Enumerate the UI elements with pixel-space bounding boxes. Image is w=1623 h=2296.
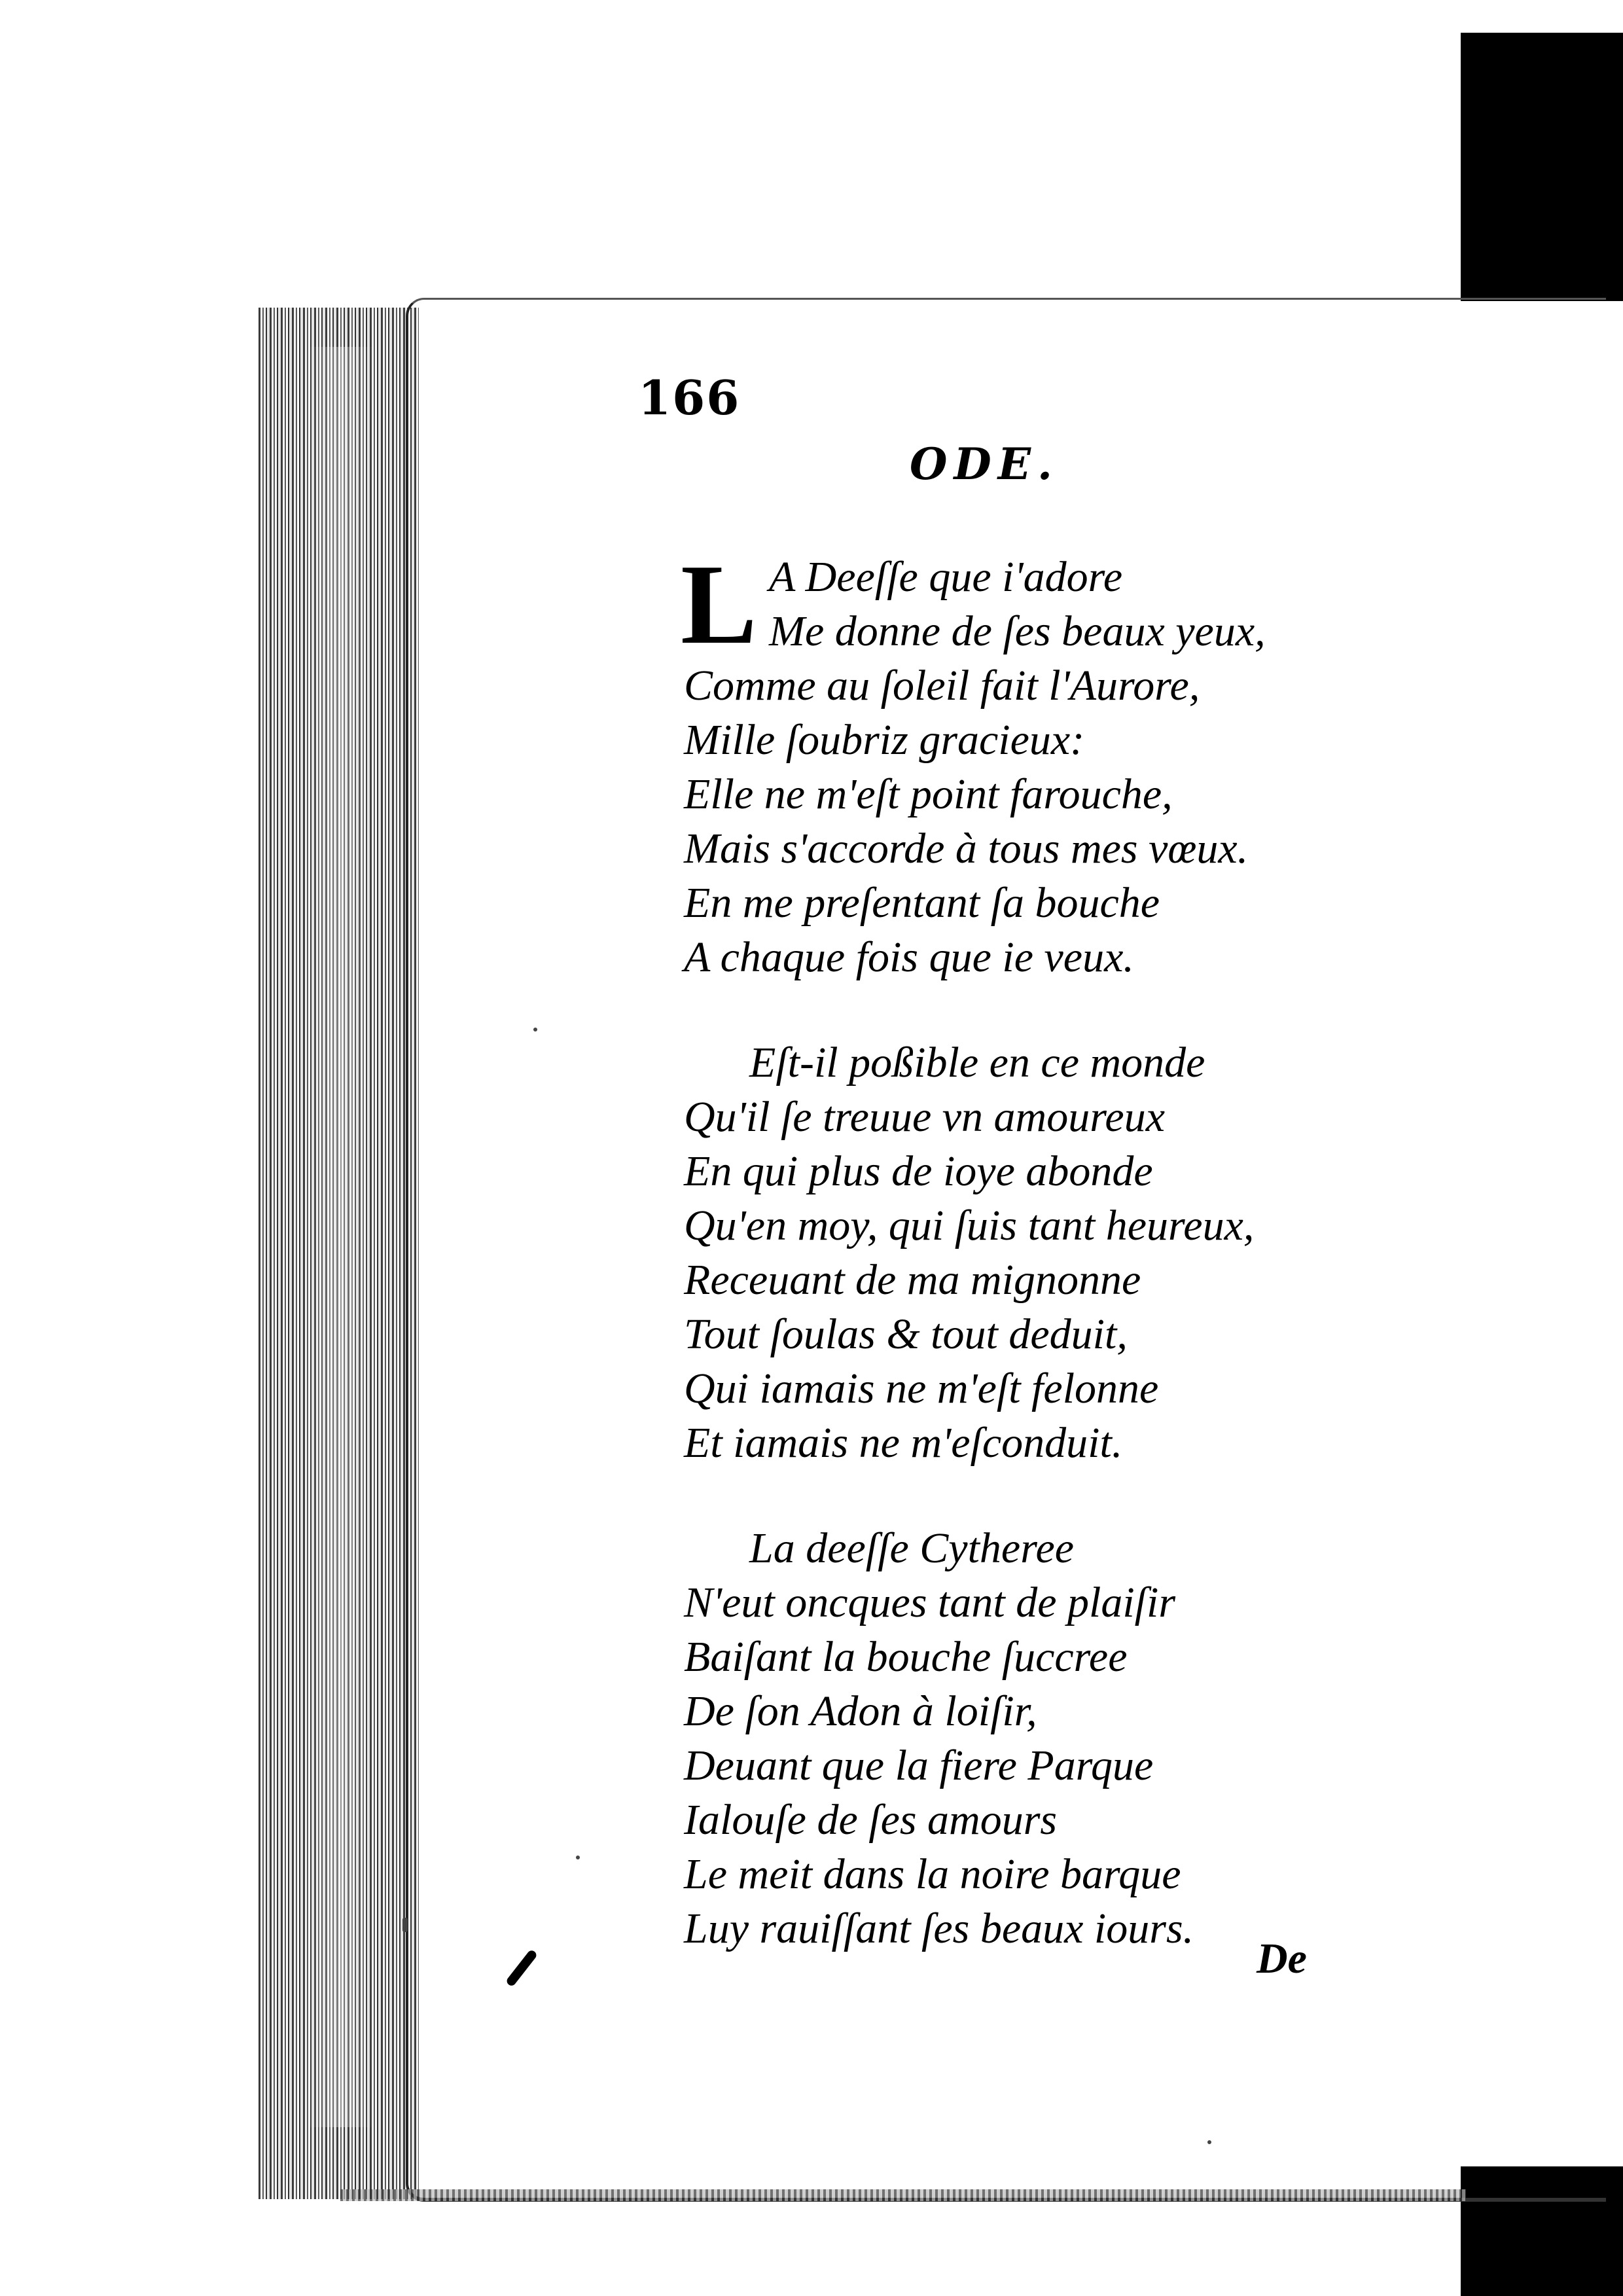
poem-line: Mais s'accorde à tous mes vœux. [684,825,1249,872]
page-title: ODE. [910,439,1060,490]
poem-line: Eſt-il poßible en ce monde [749,1039,1205,1086]
poem-line: En me preſentant ſa bouche [684,879,1160,927]
poem-line: Baiſant la bouche ſuccree [684,1633,1128,1681]
poem-line: Ialouſe de ſes amours [684,1796,1058,1844]
poem-line: A Deeſſe que i'adore [769,553,1123,601]
poem-line: Receuant de ma mignonne [684,1256,1141,1304]
book-bottom-edge [340,2189,1466,2201]
page-number: 166 [638,370,741,425]
ink-speck [576,1856,580,1859]
poem-line: A chaque fois que ie veux. [684,933,1134,981]
book-fore-edge-highlight [308,347,373,2127]
poem-line: Le meit dans la noire barque [684,1850,1181,1898]
drop-cap: L [681,541,757,668]
poem-line: Et iamais ne m'eſconduit. [684,1419,1123,1467]
poem-line: En qui plus de ioye abonde [684,1147,1153,1195]
poem-line: Comme au ſoleil fait l'Aurore, [684,662,1200,709]
poem-line: De ſon Adon à loiſir, [684,1687,1037,1735]
stanza [681,541,1436,984]
ink-speck [1207,2140,1211,2144]
poem-line: La deeſſe Cytheree [749,1524,1075,1572]
stanza [684,1035,1436,1470]
poem-line: Mille ſoubriz gracieux: [684,716,1085,764]
poem-line: Me donne de ſes beaux yeux, [769,607,1266,655]
poem-line: Qui iamais ne m'eſt felonne [684,1365,1159,1412]
scan-background-top [1461,33,1623,301]
poem-line: Deuant que la fiere Parque [684,1742,1154,1789]
ink-speck [402,1918,408,1932]
poem-line: Luy rauiſſant ſes beaux iours. [684,1905,1194,1952]
poem-line: Qu'en moy, qui ſuis tant heureux, [684,1202,1255,1249]
poem-line: Qu'il ſe treuue vn amoureux [684,1093,1166,1141]
poem-line: Elle ne m'eſt point farouche, [684,770,1173,818]
poem [681,541,1436,2007]
stanza [684,1521,1436,1956]
ink-speck [533,1028,537,1031]
poem-line: N'eut oncques tant de plaiſir [684,1579,1176,1626]
catchword: De [1257,1935,1307,1982]
poem-line: Tout ſoulas & tout deduit, [684,1310,1128,1358]
